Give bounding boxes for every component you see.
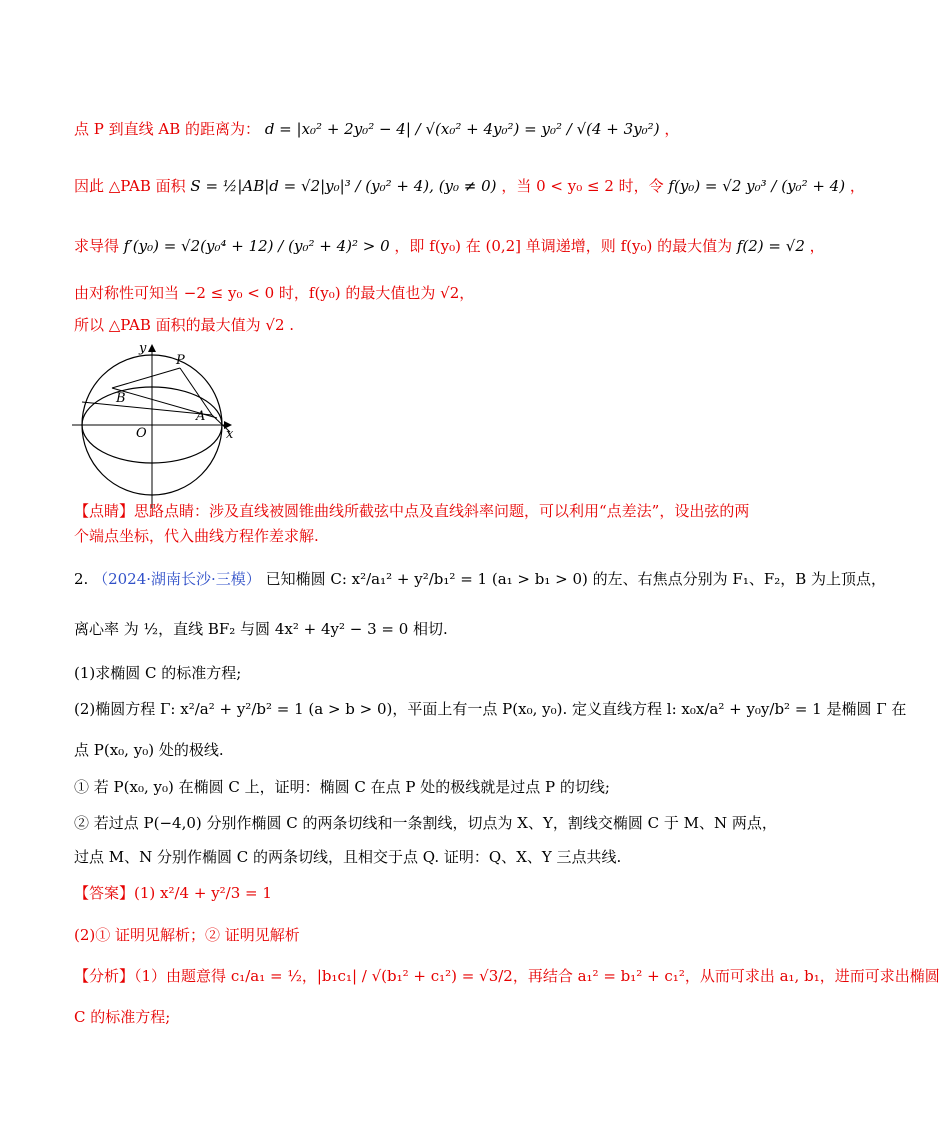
label-B: B <box>116 391 126 406</box>
distance-formula: d = |x₀² + 2y₀² − 4| / √(x₀² + 4y₀²) = y₀² / √(4 + 3y₀²) <box>264 120 660 138</box>
function-def: f(y₀) = √2 y₀³ / (y₀² + 4) <box>668 177 846 195</box>
solution-line-1-text: 点 P 到直线 AB 的距离为： <box>74 120 261 138</box>
solution-line-4: 由对称性可知当 −2 ≤ y₀ < 0 时，f(y₀) 的最大值也为 √2， <box>74 284 475 302</box>
question-2-text: 已知椭圆 C: x²/a₁² + y²/b₁² = 1 (a₁ > b₁ > 0) 的左、右焦点分别为 F₁、F₂，B 为上顶点， <box>265 570 887 588</box>
segment-BP <box>112 368 180 388</box>
line-tangent <box>82 402 212 415</box>
ellipse-circle-figure <box>72 340 252 510</box>
question-2-line-1 <box>74 568 886 589</box>
derivative-formula: f′(y₀) = √2(y₀⁴ + 12) / (y₀² + 4)² > 0 <box>123 237 390 255</box>
solution-line-3 <box>74 235 825 256</box>
answer-line-2: (2)① 证明见解析；② 证明见解析 <box>74 926 300 944</box>
solution-line-2 <box>74 175 865 196</box>
question-number: 2. <box>74 570 89 588</box>
solution-line-1 <box>74 118 679 139</box>
solution-line-3-mid: ，即 f(y₀) 在 (0,2] 单调递增，则 f(y₀) 的最大值为 <box>394 237 737 255</box>
question-subpart-1: ① 若 P(x₀, y₀) 在椭圆 C 上，证明：椭圆 C 在点 P 处的极线就是过点 P 的切线; <box>74 778 610 796</box>
solution-line-2-end: ， <box>849 177 865 195</box>
question-part-2-line-2: 点 P(x₀, y₀) 处的极线. <box>74 741 224 759</box>
solution-line-3-end: ， <box>809 237 825 255</box>
solution-line-2-text: 因此 △PAB 面积 <box>74 177 191 195</box>
question-2-line-2: 离心率 为 ½，直线 BF₂ 与圆 4x² + 4y² − 3 = 0 相切. <box>74 620 448 638</box>
area-formula: S = ½|AB|d = √2|y₀|³ / (y₀² + 4), (y₀ ≠ 0) <box>190 177 497 195</box>
question-source: （2024·湖南长沙·三模） <box>93 570 261 588</box>
analysis-line-2: C 的标准方程; <box>74 1008 171 1026</box>
label-y: y <box>139 341 147 356</box>
analysis-line-1: 【分析】（1）由题意得 c₁/a₁ = ½，|b₁c₁| / √(b₁² + c₁²) = √3/2，再结合 a₁² = b₁² + c₁²，从而可求出 a₁, b₁，进而可求出椭圆 <box>74 967 940 985</box>
answer-line-1: 【答案】(1) x²/4 + y²/3 = 1 <box>74 884 272 902</box>
solution-line-2-mid: ，当 0 < y₀ ≤ 2 时，令 <box>501 177 669 195</box>
solution-line-1-end: ， <box>664 120 680 138</box>
label-A: A <box>196 409 206 424</box>
max-value: f(2) = √2 <box>736 237 805 255</box>
y-axis-arrow <box>148 344 156 352</box>
solution-line-5: 所以 △PAB 面积的最大值为 √2 . <box>74 316 295 334</box>
label-x: x <box>226 427 234 442</box>
dianjing-line-1: 【点睛】思路点睛：涉及直线被圆锥曲线所截弦中点及直线斜率问题，可以利用“点差法”，设出弦的两 <box>74 502 750 520</box>
question-part-1: (1)求椭圆 C 的标准方程; <box>74 664 242 682</box>
dianjing-line-2: 个端点坐标，代入曲线方程作差求解. <box>74 527 319 545</box>
label-O: O <box>136 426 147 441</box>
question-subpart-2-line-1: ② 若过点 P(−4,0) 分别作椭圆 C 的两条切线和一条割线，切点为 X、Y，割线交椭圆 C 于 M、N 两点， <box>74 814 777 832</box>
label-P: P <box>176 353 185 368</box>
question-subpart-2-line-2: 过点 M、N 分别作椭圆 C 的两条切线，且相交于点 Q. 证明：Q、X、Y 三点共线. <box>74 848 622 866</box>
solution-line-3-text: 求导得 <box>74 237 124 255</box>
question-part-2-line-1: (2)椭圆方程 Γ: x²/a² + y²/b² = 1 (a > b > 0)，平面上有一点 P(x₀, y₀). 定义直线方程 l: x₀x/a² + y₀y/b² = 1 是椭圆 Γ 在 <box>74 700 907 718</box>
